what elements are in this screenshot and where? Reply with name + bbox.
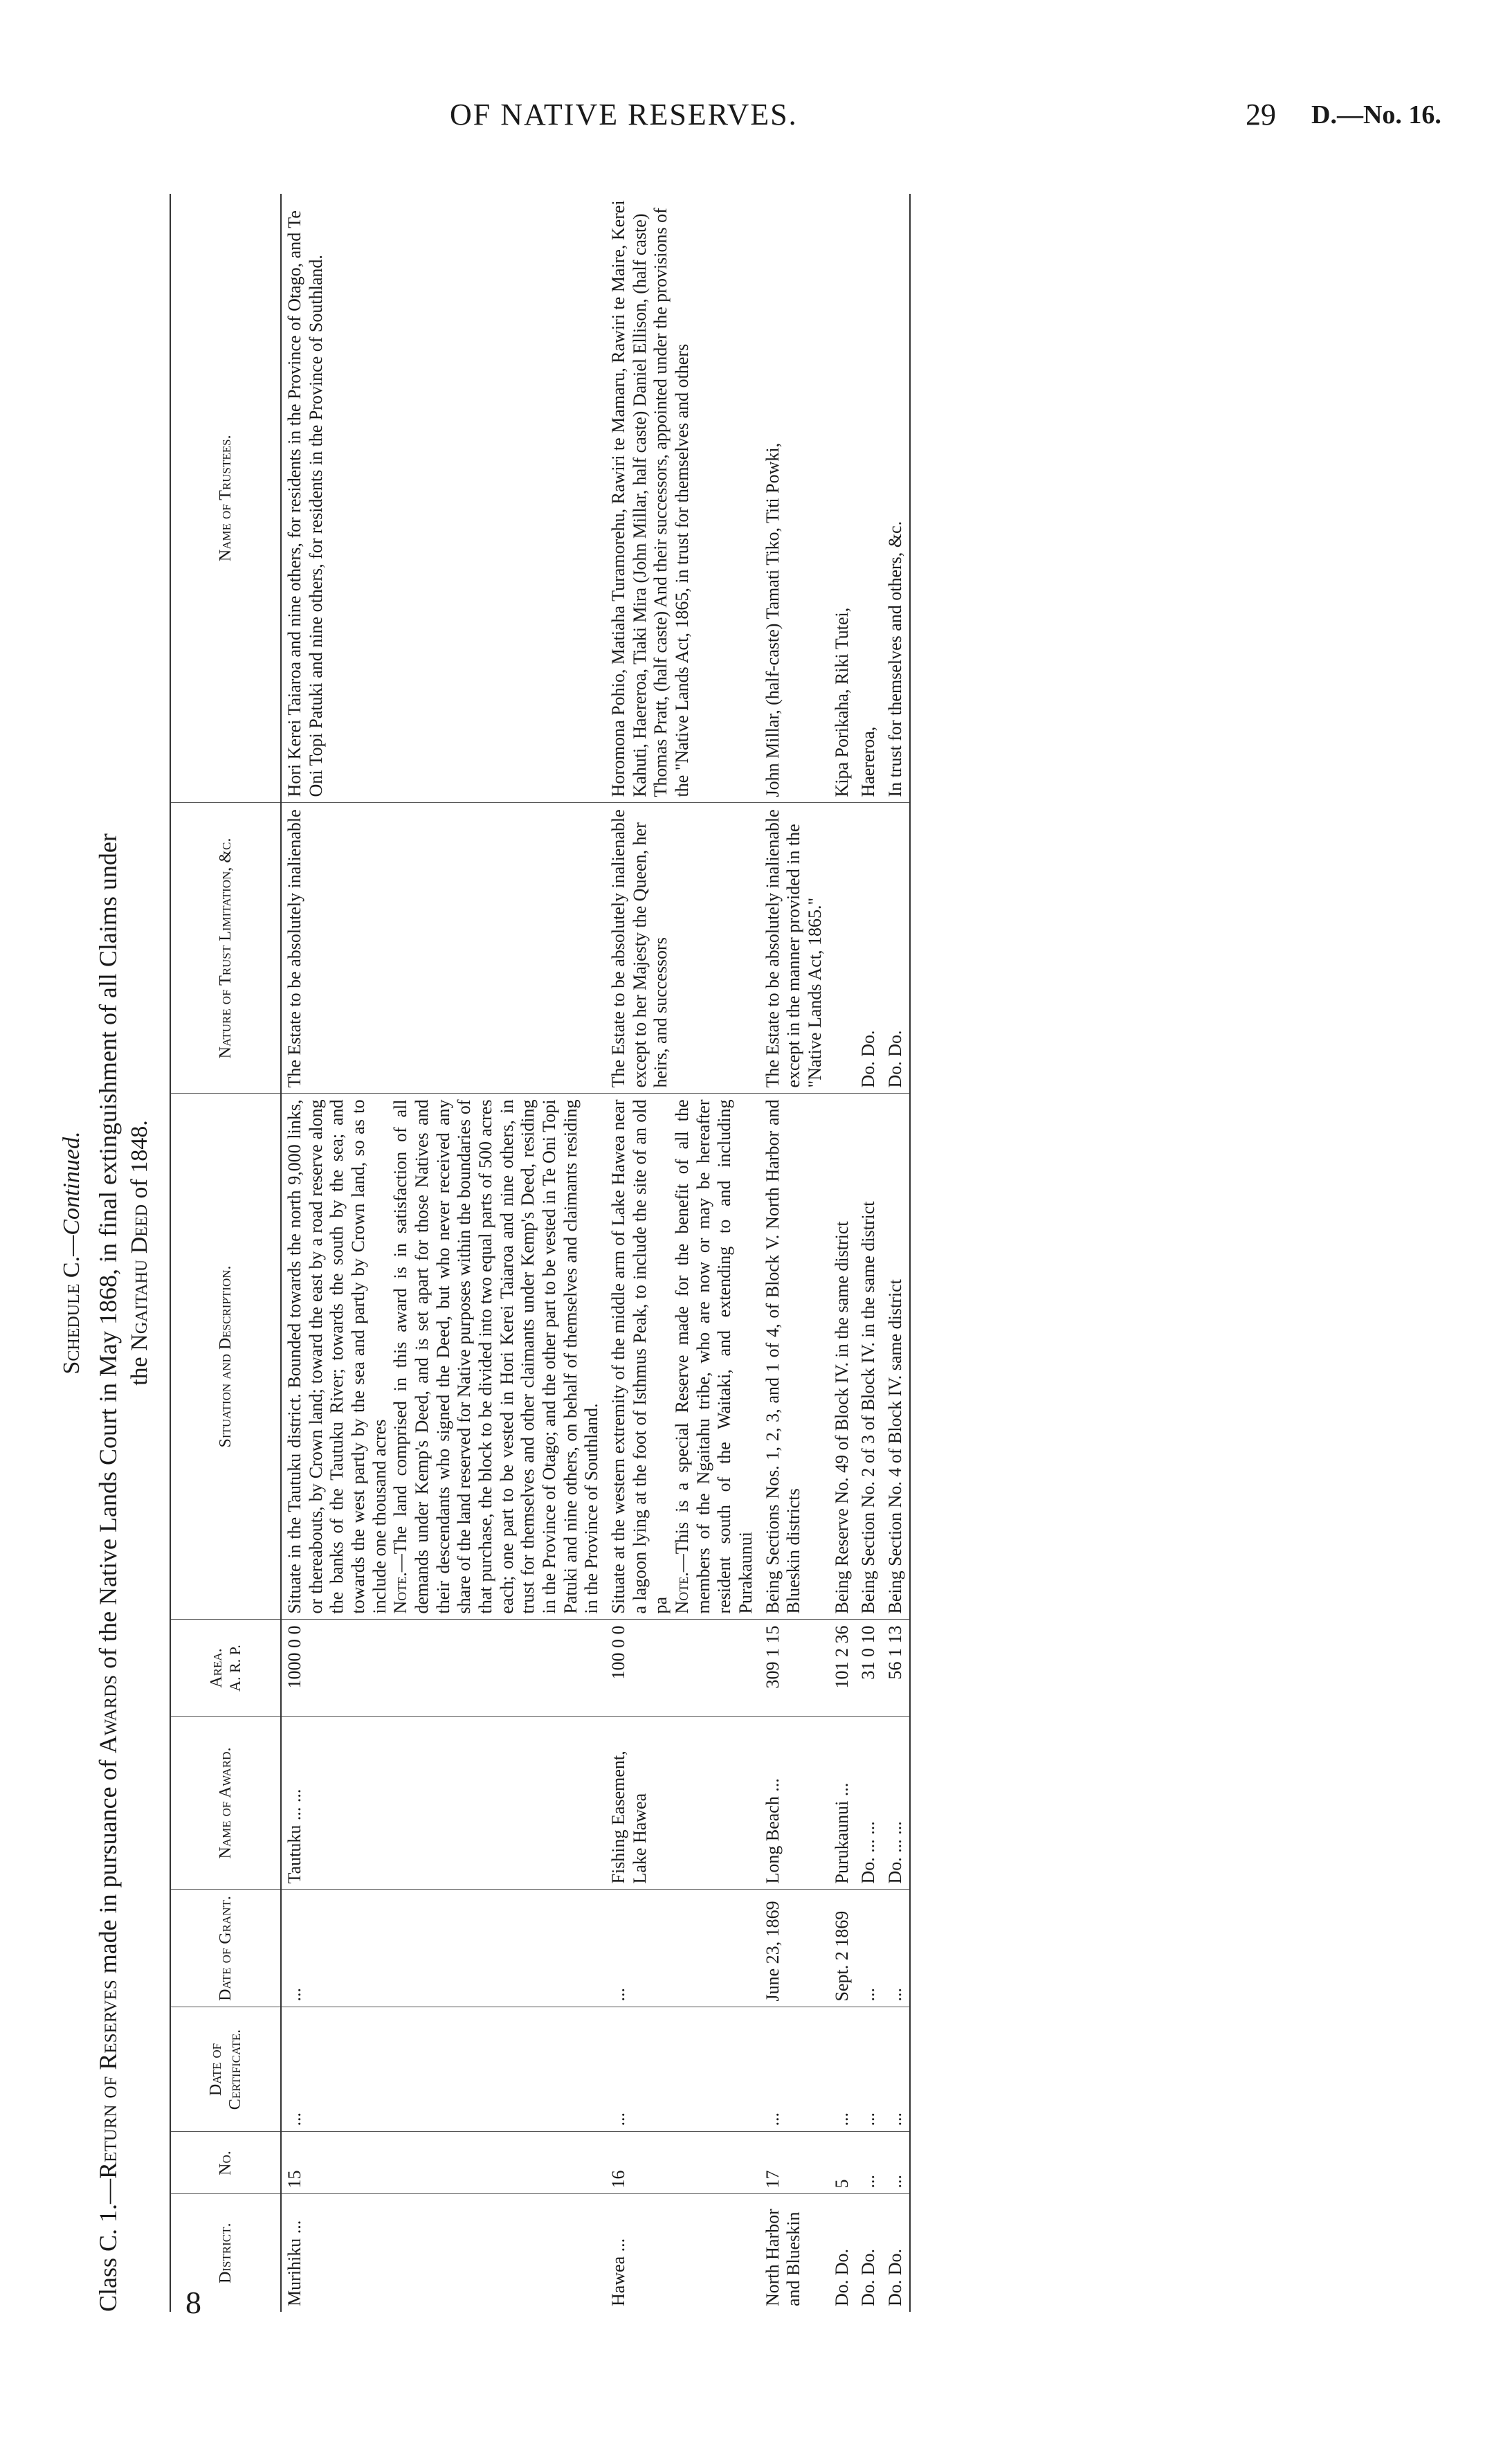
table-row — [855, 194, 882, 2312]
table-row — [882, 194, 910, 2312]
header-trust-nature: Nature of Trust Limitation, &c. — [170, 803, 281, 1094]
cell-date-grant: June 23, 1869 — [760, 1890, 829, 2007]
situation-note — [672, 1100, 757, 1614]
cell-date-grant: ... — [605, 1890, 760, 2007]
cell-trustees: Haereroa, — [855, 194, 882, 803]
situation-text: Situate at the western extremity of the middle arm of Lake Hawea near a lagoon lying at the foot of Isthmus Peak, to include the site of an old pa — [608, 1099, 671, 1614]
cell-trustees: In trust for themselves and others, &c. — [882, 194, 910, 803]
cell-trust-nature: The Estate to be absolutely inalienable except in the manner provided in the "Native Lands Act, 1865." — [760, 803, 829, 1094]
cell-no: ... — [855, 2132, 882, 2194]
note-text: —The land comprised in this award is in satisfaction of all demands under Kemp's Deed, and is set apart for those Natives and their descendants who signed the Deed, but who never received any share of the land reserved for Native purposes within the boundaries of that purchase, the block to be divided into two equal parts of 500 acres each; one part to be vested in Hori Kerei Taiaroa and nine others, in trust for themselves and other claimants under Kemp's Deed, residing in the Province of Otago; and the other part to be vested in Te Oni Topi Patuki and nine others, on behalf of themselves and claimants residing in the Province of Southland. — [390, 1099, 602, 1614]
schedule-label: Schedule C. — [59, 1256, 84, 1375]
class-prefix: Class C. 1.— — [94, 2178, 122, 2312]
cell-name-award: Fishing Easement, Lake Hawea — [605, 1717, 760, 1890]
deed-heading — [127, 194, 153, 2312]
header-situation: Situation and Description. — [170, 1094, 281, 1620]
cell-date-grant: Sept. 2 1869 — [829, 1890, 856, 2007]
cell-trustees: Hori Kerei Taiaroa and nine others, for residents in the Province of Otago, and Te Oni Topi Patuki and nine others, for residents in the Province of Southland. — [281, 194, 605, 803]
cell-date-certificate: ... — [605, 2007, 760, 2132]
cell-date-certificate: ... — [882, 2007, 910, 2132]
cell-trust-nature: Do. Do. — [882, 803, 910, 1094]
cell-no: 15 — [281, 2132, 605, 2194]
cell-situation: Being Section No. 2 of 3 of Block IV. in the same district — [855, 1094, 882, 1620]
note-label: Note. — [672, 1572, 693, 1614]
running-head — [0, 97, 1512, 145]
note-text: —This is a special Reserve made for the benefit of all the members of the Ngaitahu tribe, who are now or may be hereafter resident south of the Waitaki, and extending to and including Purakaunui — [672, 1099, 756, 1614]
cell-date-grant: ... — [855, 1890, 882, 2007]
header-area — [170, 1620, 281, 1717]
header-no: No. — [170, 2132, 281, 2194]
cell-area: 101 2 36 — [829, 1620, 856, 1717]
cell-district: Hawea ... — [608, 2238, 629, 2306]
page-number: 29 — [1246, 98, 1276, 132]
document-reference: D.—No. 16. — [1311, 100, 1441, 129]
cell-date-grant: ... — [882, 1890, 910, 2007]
header-area-units: A. R. P. — [226, 1645, 244, 1692]
cell-situation: Being Sections Nos. 1, 2, 3, and 1 of 4, of Block V. North Harbor and Blueskin districts — [760, 1094, 829, 1620]
cell-trust-nature: The Estate to be absolutely inalienable except to her Majesty the Queen, her heirs, and successors — [605, 803, 760, 1094]
cell-situation: Being Reserve No. 49 of Block IV. in the same district — [829, 1094, 856, 1620]
cell-district: Do. Do. — [858, 2248, 879, 2306]
class-mid: made in pursuance of — [94, 1753, 122, 1980]
cell-no: 17 — [760, 2132, 829, 2194]
cell-district: Do. Do. — [831, 2248, 852, 2306]
cell-date-certificate: ... — [760, 2007, 829, 2132]
cell-area: 31 0 10 — [855, 1620, 882, 1717]
class-return: Return of Reserves — [94, 1980, 122, 2179]
cell-area: 1000 0 0 — [281, 1620, 605, 1717]
cell-trustees: John Millar, (half-caste) Tamati Tiko, Titi Powki, — [760, 194, 829, 803]
cell-area: 309 1 15 — [760, 1620, 829, 1717]
header-row — [170, 194, 281, 2312]
cell-district: Do. Do. — [882, 2194, 910, 2312]
cell-name-award: Do. ... ... — [882, 1717, 910, 1890]
header-date-grant: Date of Grant. — [170, 1890, 281, 2007]
class-rest: of the Native Lands Court in May 1868, in final extinguishment of all Claims under — [94, 833, 122, 1675]
running-head-title: OF NATIVE RESERVES. — [450, 98, 798, 132]
situation-note — [390, 1100, 603, 1614]
cell-situation — [605, 1094, 760, 1620]
cell-date-grant: ... — [281, 1890, 605, 2007]
cell-trustees: Horomona Pohio, Matiaha Turamorehu, Rawiri te Mamaru, Rawiri te Maire, Kerei Kahuti, Haereroa, Tiaki Mira (John Millar, half caste) Daniel Ellison, (half caste) Thomas Pratt, (half caste) And their successors, appointed under the provisions of the "Native Lands Act, 1865, in trust for themselves and others — [605, 194, 760, 803]
cell-trust-nature: The Estate to be absolutely inalienable — [281, 803, 605, 1094]
cell-name-award: Tautuku ... ... — [281, 1717, 605, 1890]
cell-trust-nature — [829, 803, 856, 1094]
header-trustees: Name of Trustees. — [170, 194, 281, 803]
cell-no: 16 — [605, 2132, 760, 2194]
schedule-heading — [59, 194, 85, 2312]
cell-name-award: Long Beach ... — [760, 1717, 829, 1890]
table-row — [829, 194, 856, 2312]
header-name-award: Name of Award. — [170, 1717, 281, 1890]
class-awards: Awards — [94, 1674, 122, 1754]
cell-situation: Being Section No. 4 of Block IV. same district — [882, 1094, 910, 1620]
cell-district: North Harbor and Blueskin — [762, 2209, 804, 2306]
cell-date-certificate: ... — [281, 2007, 605, 2132]
situation-text: Situate in the Tautuku district. Bounded towards the north 9,000 links, or thereabouts, by Crown land; toward the east by a road reserve along the banks of the Tautuku River; towards the south by the sea; and towards the west partly by the sea and partly by Crown land, so as to include one thousand acres — [284, 1099, 390, 1614]
deed-prefix: the — [127, 1350, 152, 1386]
note-label: Note. — [390, 1572, 411, 1614]
cell-area: 56 1 13 — [882, 1620, 910, 1717]
cell-no: 5 — [829, 2132, 856, 2194]
class-heading — [93, 194, 122, 2312]
header-area-label: Area. — [207, 1648, 226, 1688]
cell-name-award: Do. ... ... — [855, 1717, 882, 1890]
cell-area: 100 0 0 — [605, 1620, 760, 1717]
header-district: District. — [170, 2194, 281, 2312]
schedule-continued: —Continued. — [59, 1131, 84, 1256]
schedule-captions — [59, 194, 163, 2312]
table-row — [605, 194, 760, 2312]
table-row — [760, 194, 829, 2312]
signature-mark: 8 — [185, 2285, 201, 2320]
cell-name-award: Purukaunui ... — [829, 1717, 856, 1890]
cell-situation — [281, 1094, 605, 1620]
cell-date-certificate: ... — [855, 2007, 882, 2132]
rotated-schedule — [59, 194, 1374, 2312]
cell-no: ... — [882, 2132, 910, 2194]
reserves-table — [170, 194, 911, 2312]
cell-date-certificate: ... — [829, 2007, 856, 2132]
cell-trust-nature: Do. Do. — [855, 803, 882, 1094]
cell-district: Murihiku ... — [284, 2220, 304, 2306]
deed-name: Ngaitahu Deed — [127, 1204, 152, 1351]
header-date-certificate: Date of Certificate. — [170, 2007, 281, 2132]
cell-trustees: Kipa Porikaha, Riki Tutei, — [829, 194, 856, 803]
table-row — [281, 194, 605, 2312]
deed-suffix: of 1848. — [127, 1120, 152, 1205]
